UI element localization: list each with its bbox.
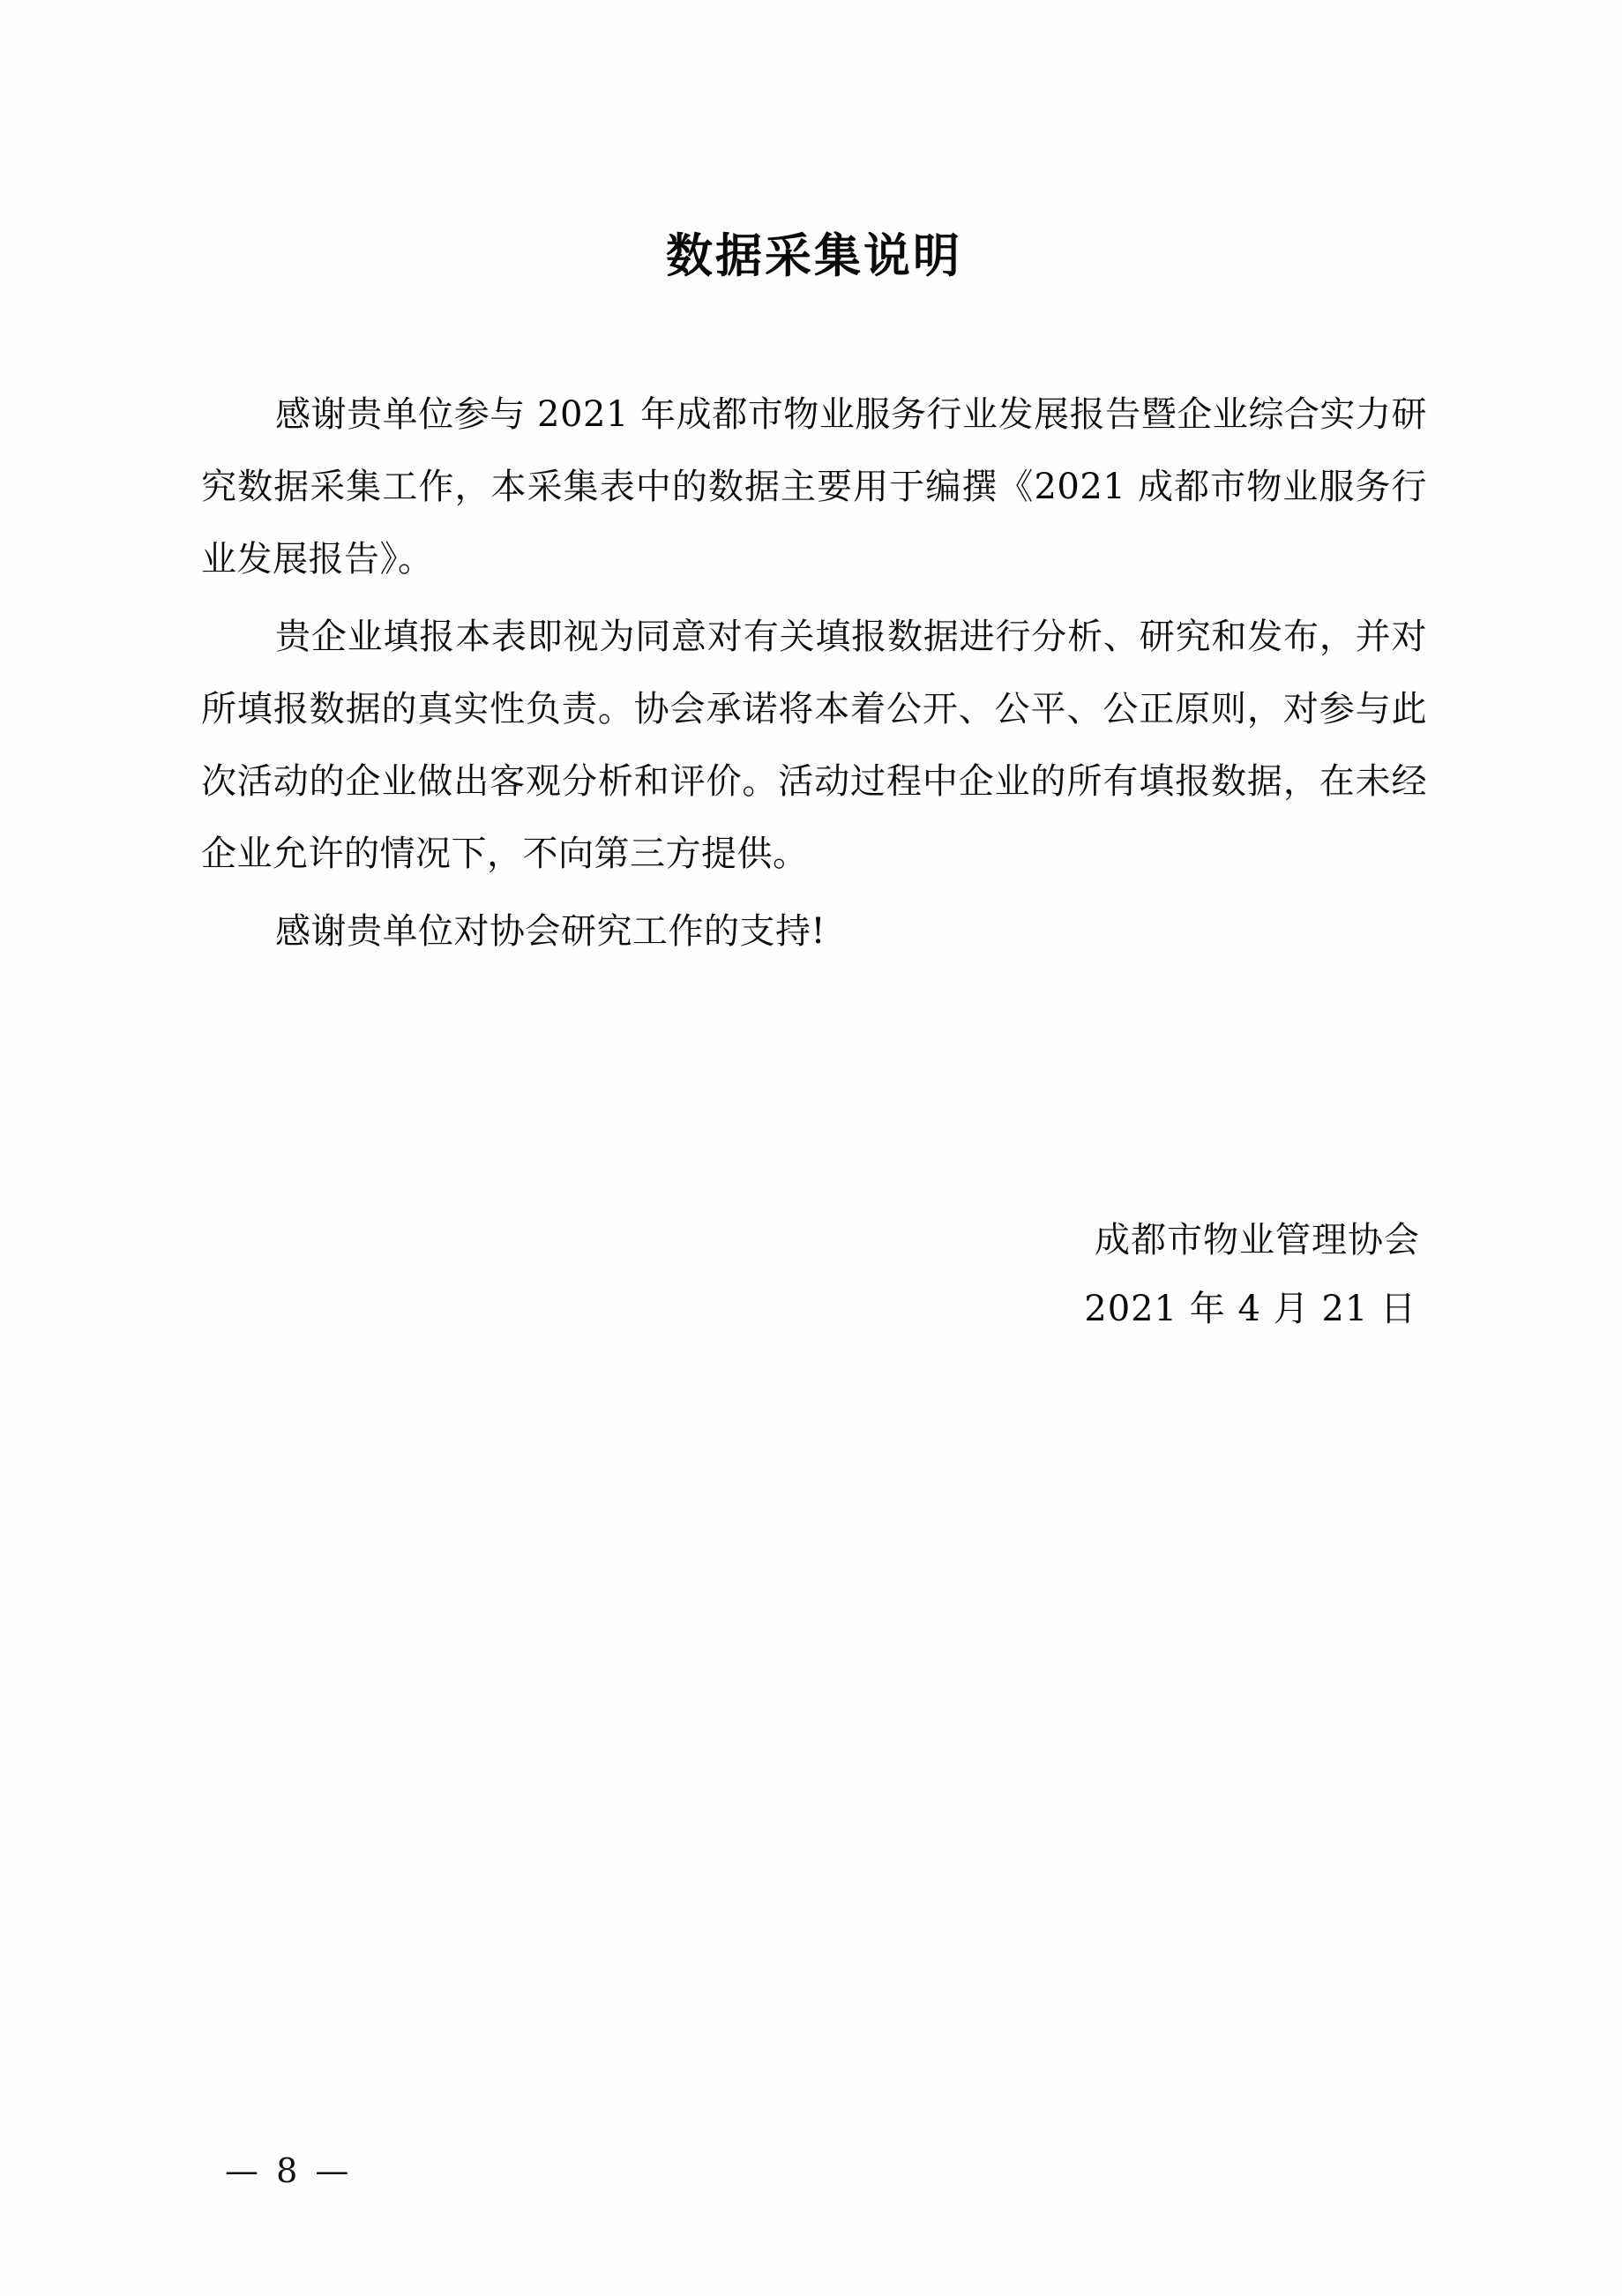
signature-block — [201, 1206, 1427, 1343]
signature-organization: 成都市物业管理协会 — [1095, 1220, 1420, 1260]
page-number: — 8 — — [225, 2151, 353, 2190]
paragraph-consent: 贵企业填报本表即视为同意对有关填报数据进行分析、研究和发布，并对所填报数据的真实性负责。协会承诺将本着公开、公平、公正原则，对参与此次活动的企业做出客观分析和评价。活动过程中企业的所有填报数据，在未经企业允许的情况下，不向第三方提供。 — [201, 617, 1427, 874]
signature-date: 2021 年 4 月 21 日 — [1084, 1289, 1416, 1329]
page-content — [201, 0, 1427, 1343]
paragraph-thanks: 感谢贵单位对协会研究工作的支持! — [275, 911, 826, 952]
document-body — [201, 378, 1427, 968]
page-title: 数据采集说明 — [666, 228, 962, 283]
paragraph-intro: 感谢贵单位参与 2021 年成都市物业服务行业发展报告暨企业综合实力研究数据采集工作，本采集表中的数据主要用于编撰《2021 成都市物业服务行业发展报告》。 — [201, 394, 1427, 580]
